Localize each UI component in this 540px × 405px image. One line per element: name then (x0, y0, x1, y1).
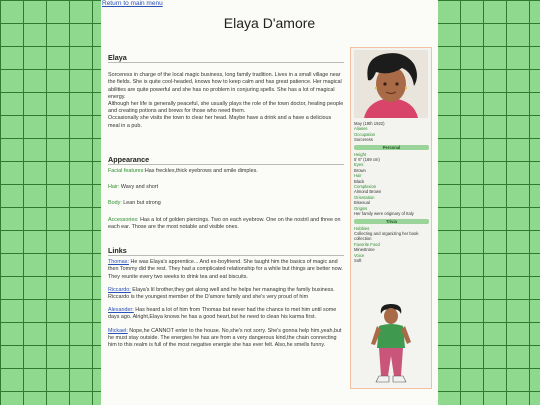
appearance-text: Has freckles,thick eyebrows and smile dimples. (144, 168, 258, 175)
hair-label: Hair (354, 173, 362, 179)
mickael-link[interactable]: Mickael: (108, 327, 128, 334)
appearance-accessories (108, 217, 344, 231)
link-entry-thomas (108, 259, 344, 281)
link-text: Has heard a lot of him from Thomas but never had the chance to met him until some days ago. Alright,Elaya knows he has a good heart,but he need to clean his karma first. (108, 307, 337, 321)
bio-paragraph: Although her life is generally peaceful, she usually plays the role of the town doctor, healing people and creating potions and brews for those who need them. (108, 101, 344, 115)
appearance-text: Wavy and short (120, 184, 159, 191)
height-value: 5' 6" (169 cm) (354, 157, 380, 163)
portrait-caption: May (19th 1922) (354, 121, 385, 126)
link-entry-mickael (108, 328, 344, 350)
main-content (108, 54, 344, 349)
aliases-label: Aliases (354, 126, 368, 132)
thomas-link[interactable]: Thomas: (108, 259, 129, 266)
link-text: He was Elaya's apprentice... And ex-boyfriend. She taught him the basics of magic and then Tommy did the rest. They had a complicated relationship for a while but things are better now. They reunite every two weeks to drink tea and eat biscuits. (108, 259, 343, 280)
appearance-text: Lean but strong (123, 200, 161, 207)
appearance-label: Accessories: (108, 216, 139, 223)
orientation-label: Orientation (354, 194, 375, 200)
character-portrait-image (354, 50, 428, 118)
trivia-section-bar: Trivia (354, 219, 429, 224)
personal-section-bar: Personal (354, 145, 429, 150)
origins-label: Origins (354, 205, 368, 211)
appearance-label: Body: (108, 200, 122, 207)
appearance-label: Hair: (108, 184, 120, 191)
link-entry-riccardo (108, 287, 344, 301)
appearance-text: Has a lot of golden piercings. Two on each eyebrow. One on the nostril and three on each ear. Those are the most notable and visible ones. (108, 216, 341, 230)
eyes-value: Brown (354, 167, 366, 173)
name-heading: Elaya (108, 54, 344, 63)
bio-paragraph: Sorceress in charge of the local magic business, long family tradition. Lives in a small village near the fields. She is quite cool-headed, knows how to keep calm and has great patience. Her magical abilities are quite powerful and she has no problem in conjuring spells. She has a lot of magical energy. (108, 72, 342, 100)
hair-value: Black (354, 178, 365, 184)
voice-label: Voice (354, 252, 365, 258)
appearance-heading: Appearance (108, 156, 344, 165)
hobbies-value: Collecting and organizing her book collection (354, 230, 419, 242)
favorite-food-value: Minestrone (354, 247, 375, 253)
origins-value: Her family were originary of Italy (354, 211, 414, 217)
return-to-main-menu-link[interactable]: Return to main menu (102, 0, 163, 7)
page-title: Elaya D'amore (223, 15, 316, 31)
voice-value: Soft (354, 257, 362, 263)
favorite-food-label: Favorite Food (354, 241, 380, 247)
link-entry-alexander (108, 307, 344, 321)
bio-paragraph: Occasionally she visits the town to clear her head. Maybe have a drink and a have a delicious meal in a pub. (108, 115, 332, 129)
links-heading: Links (108, 247, 344, 256)
character-fullbody-image (359, 302, 423, 388)
complexion-value: Almond Brown (354, 189, 382, 195)
occupation-value: Sorceress (354, 137, 373, 143)
appearance-body (108, 200, 344, 207)
infobox-stats (354, 121, 429, 263)
character-infobox (350, 47, 432, 389)
riccardo-link[interactable]: Riccardo: (108, 286, 131, 293)
complexion-label: Complexion (354, 184, 377, 190)
appearance-label: Facial features: (108, 168, 145, 175)
eyes-label: Eyes (354, 162, 364, 168)
page-panel (101, 0, 438, 405)
orientation-value: Bisexual (354, 200, 370, 206)
occupation-label: Occupation (354, 131, 376, 137)
height-label: Height (354, 151, 367, 157)
appearance-hair (108, 184, 344, 191)
alexander-link[interactable]: Alexander: (108, 307, 134, 314)
link-text: Elaya's lil brother,they get along well and he helps her managing the family business. Riccardo is the youngest member of the D'amore family and she's very proud of him (108, 286, 335, 301)
link-text: Nope,he CANNOT enter to the house. No,she's not sorry. She's gonna help him,yeah,but he must stay outside. The energies he has are from a very dangerous kind,the chain connecting him to this realm is full of the most negative energie she has ever felt. Also,he smells funny. (108, 327, 342, 349)
appearance-face (108, 168, 344, 175)
hobbies-label: Hobbies (354, 225, 370, 231)
